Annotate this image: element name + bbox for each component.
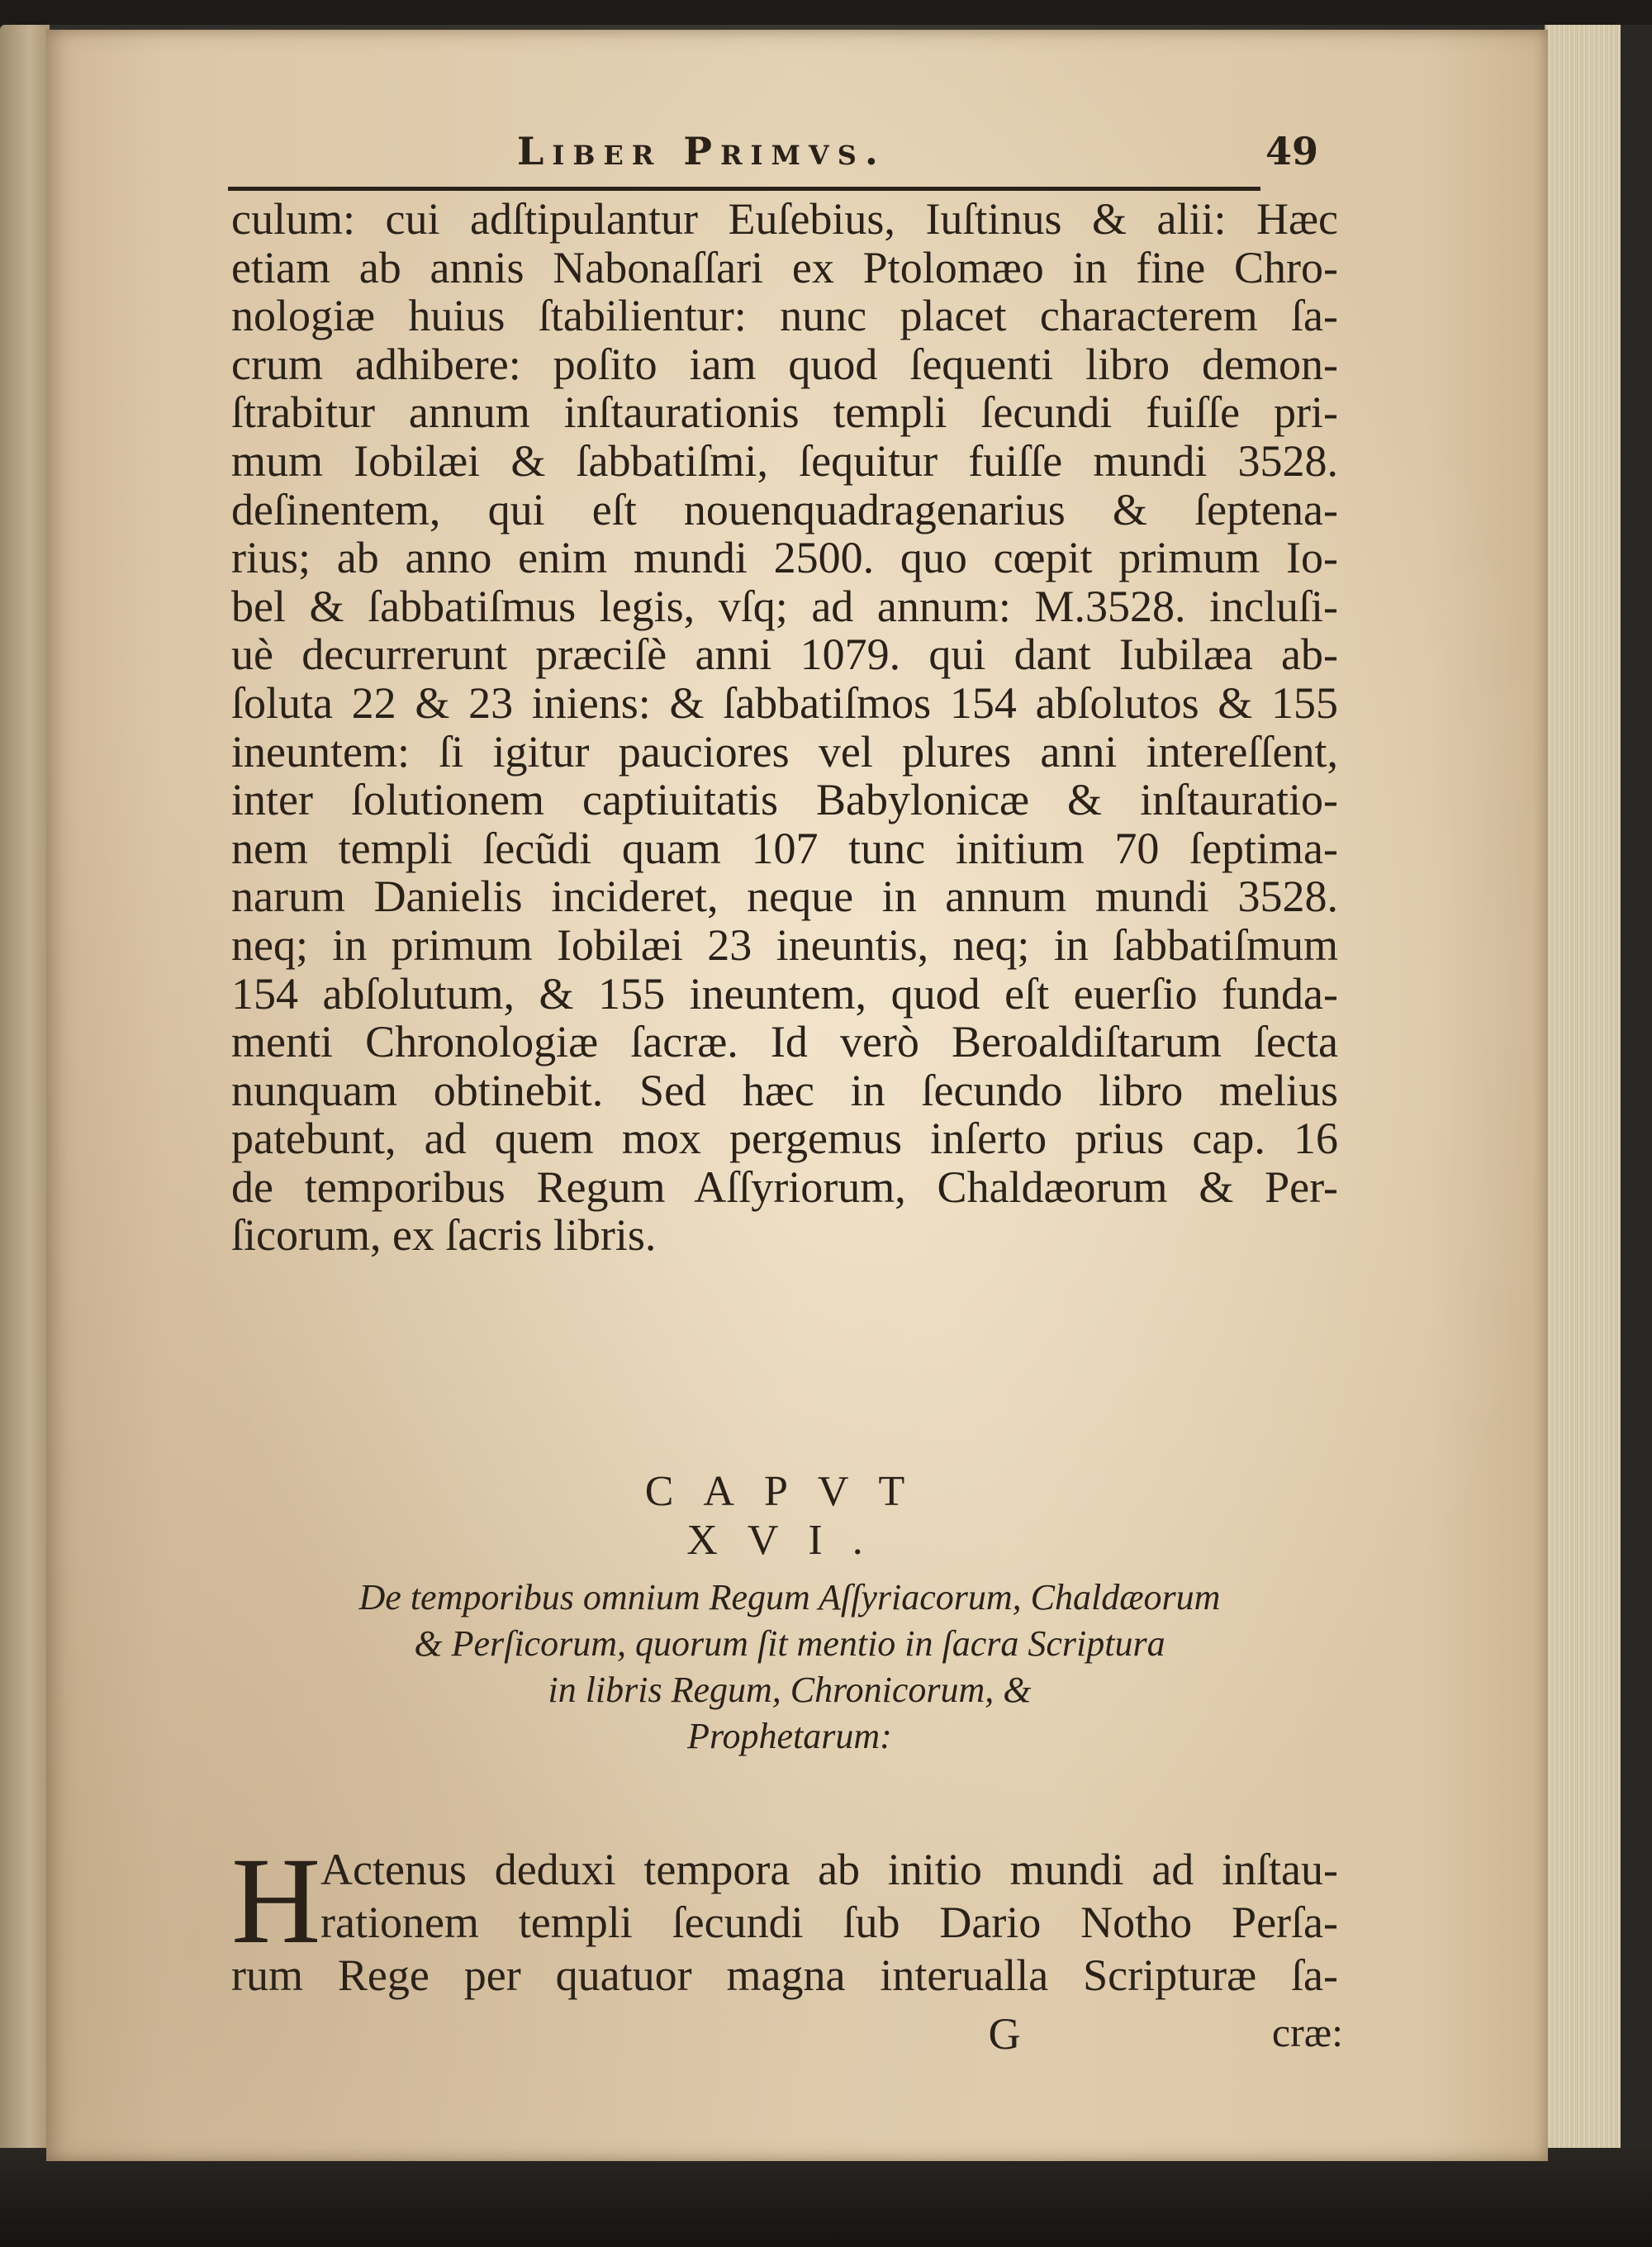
page-number: 49	[1265, 129, 1318, 173]
top-edge	[0, 0, 1652, 25]
chapter-opening-paragraph	[231, 1832, 1338, 2002]
bottom-shadow	[0, 2148, 1652, 2247]
text-line: de temporibus Regum Aſſyriorum, Chaldæorum & Per-	[231, 1162, 1338, 1212]
page-edges-stack	[1545, 25, 1621, 2173]
text-line: culum: cui adſtipulantur Euſebius, Iuſtinus & alii: Hæc	[231, 194, 1338, 244]
body-paragraph	[231, 195, 1338, 1260]
running-title: Liber Primvs.	[517, 129, 886, 173]
text-line: patebunt, ad quem mox pergemus inſerto prius cap. 16	[231, 1114, 1338, 1164]
text-line: uè decurrerunt præciſè anni 1079. qui dant Iubilæa ab-	[231, 629, 1338, 680]
chapter-heading: CAPVT XVI.	[644, 1468, 935, 1564]
signature-mark: G	[988, 2009, 1021, 2059]
text-line: narum Danielis incideret, neque in annum mundi 3528.	[231, 872, 1338, 922]
text-line: ſicorum, ex ſacris libris.	[231, 1210, 657, 1261]
chapter-subtitle	[253, 1575, 1327, 1760]
text-line: neq; in primum Iobilæi 23 ineuntis, neq; in ſabbatiſmum	[231, 919, 1338, 970]
text-line: rius; ab anno enim mundi 2500. quo cœpit primum Io-	[231, 533, 1338, 583]
book-page	[46, 30, 1548, 2161]
text-line: crum adhibere: poſito iam quod ſequenti libro demon-	[231, 339, 1338, 389]
text-line: ſtrabitur annum inſtaurationis templi ſecundi fuiſſe pri-	[231, 387, 1338, 438]
text-line: inter ſolutionem captiuitatis Babylonicæ & inſtauratio-	[231, 775, 1338, 825]
text-line: etiam ab annis Nabonaſſari ex Ptolomæo in fine Chro-	[231, 242, 1338, 292]
header-rule	[228, 187, 1260, 191]
text-line: nem templi ſecũdi quam 107 tunc initium 70 ſeptima-	[231, 823, 1338, 873]
text-line: mum Iobilæi & ſabbatiſmi, ſequitur fuiſſe mundi 3528.	[231, 435, 1338, 486]
text-line: menti Chronologiæ ſacræ. Id verò Beroaldiſtarum ſecta	[231, 1017, 1338, 1067]
subtitle-line: De temporibus omnium Regum Aſſyriacorum, Chaldæorum	[358, 1577, 1221, 1618]
text-line: deſinentem, qui eſt nouenquadragenarius & ſeptena-	[231, 484, 1338, 534]
text-line: rationem templi ſecundi ſub Dario Notho Perſa-	[320, 1898, 1338, 1947]
text-line: rum Rege per quatuor magna interualla Scripturæ ſa-	[231, 1950, 1338, 2000]
text-line: 154 abſolutum, & 155 ineuntem, quod eſt euerſio funda-	[231, 968, 1338, 1019]
text-line: ineuntem: ſi igitur pauciores vel plures anni intereſſent,	[231, 726, 1338, 777]
drop-cap: H	[231, 1832, 321, 1969]
catchword: cræ:	[1271, 2009, 1343, 2055]
text-line: bel & ſabbatiſmus legis, vſq; ad annum: M.3528. incluſi-	[231, 581, 1338, 631]
text-line: nologiæ huius ſtabilientur: nunc placet characterem ſa-	[231, 291, 1338, 341]
text-line: nunquam obtinebit. Sed hæc in ſecundo libro melius	[231, 1065, 1338, 1115]
subtitle-line: Prophetarum:	[687, 1716, 892, 1756]
text-line: ſoluta 22 & 23 iniens: & ſabbatiſmos 154 abſolutos & 155	[231, 677, 1338, 728]
left-page-edge	[0, 25, 50, 2164]
subtitle-line: & Perſicorum, quorum ſit mentio in ſacra Scriptura	[414, 1623, 1165, 1664]
text-line: Actenus deduxi tempora ab initio mundi ad inſtau-	[320, 1845, 1338, 1894]
subtitle-line: in libris Regum, Chronicorum, &	[548, 1670, 1032, 1710]
